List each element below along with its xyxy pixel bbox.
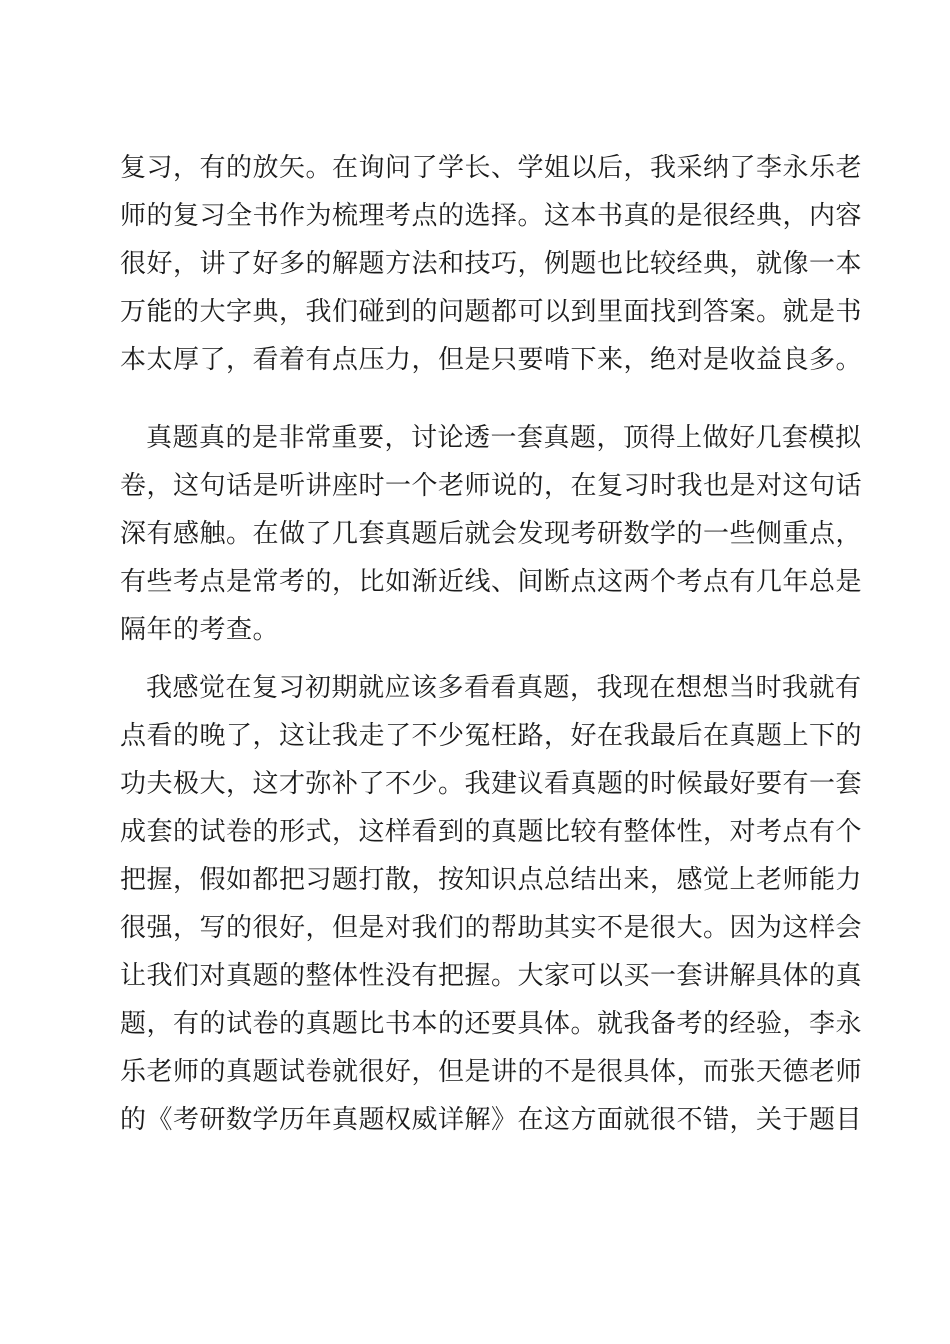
paragraph-2-line-3: 深有感触。在做了几套真题后就会发现考研数学的一些侧重点， [120, 519, 863, 549]
paragraph-1-line-3: 很好，讲了好多的解题方法和技巧，例题也比较经典，就像一本 [120, 249, 863, 279]
paragraph-3-line-9: 乐老师的真题试卷就很好，但是讲的不是很具体，而张天德老师 [120, 1057, 863, 1087]
paragraph-3-line-5: 把握，假如都把习题打散，按知识点总结出来，感觉上老师能力 [120, 865, 863, 895]
paragraph-3-line-6: 很强，写的很好，但是对我们的帮助其实不是很大。因为这样会 [120, 913, 863, 943]
paragraph-3-line-4: 成套的试卷的形式，这样看到的真题比较有整体性，对考点有个 [120, 817, 863, 847]
paragraph-3-line-7: 让我们对真题的整体性没有把握。大家可以买一套讲解具体的真 [120, 961, 863, 991]
paragraph-2-line-4: 有些考点是常考的，比如渐近线、间断点这两个考点有几年总是 [120, 567, 863, 597]
paragraph-3-line-10: 的《考研数学历年真题权威详解》在这方面就很不错，关于题目 [120, 1105, 863, 1135]
paragraph-3-line-3: 功夫极大，这才弥补了不少。我建议看真题的时候最好要有一套 [120, 769, 863, 799]
paragraph-1-line-5: 本太厚了，看着有点压力，但是只要啃下来，绝对是收益良多。 [120, 345, 863, 375]
paragraph-3-line-8: 题，有的试卷的真题比书本的还要具体。就我备考的经验，李永 [120, 1009, 863, 1039]
paragraph-1-line-2: 师的复习全书作为梳理考点的选择。这本书真的是很经典，内容 [120, 201, 863, 231]
paragraph-1-line-1: 复习，有的放矢。在询问了学长、学姐以后，我采纳了李永乐老 [120, 153, 863, 183]
paragraph-1-line-4: 万能的大字典，我们碰到的问题都可以到里面找到答案。就是书 [120, 297, 863, 327]
paragraph-2-line-2: 卷，这句话是听讲座时一个老师说的，在复习时我也是对这句话 [120, 471, 863, 501]
paragraph-2-line-5: 隔年的考查。 [120, 615, 280, 645]
paragraph-3-line-2: 点看的晚了，这让我走了不少冤枉路，好在我最后在真题上下的 [120, 721, 863, 751]
paragraph-2-line-1: 真题真的是非常重要，讨论透一套真题，顶得上做好几套模拟 [146, 423, 862, 453]
paragraph-3-line-1: 我感觉在复习初期就应该多看看真题，我现在想想当时我就有 [146, 673, 862, 703]
